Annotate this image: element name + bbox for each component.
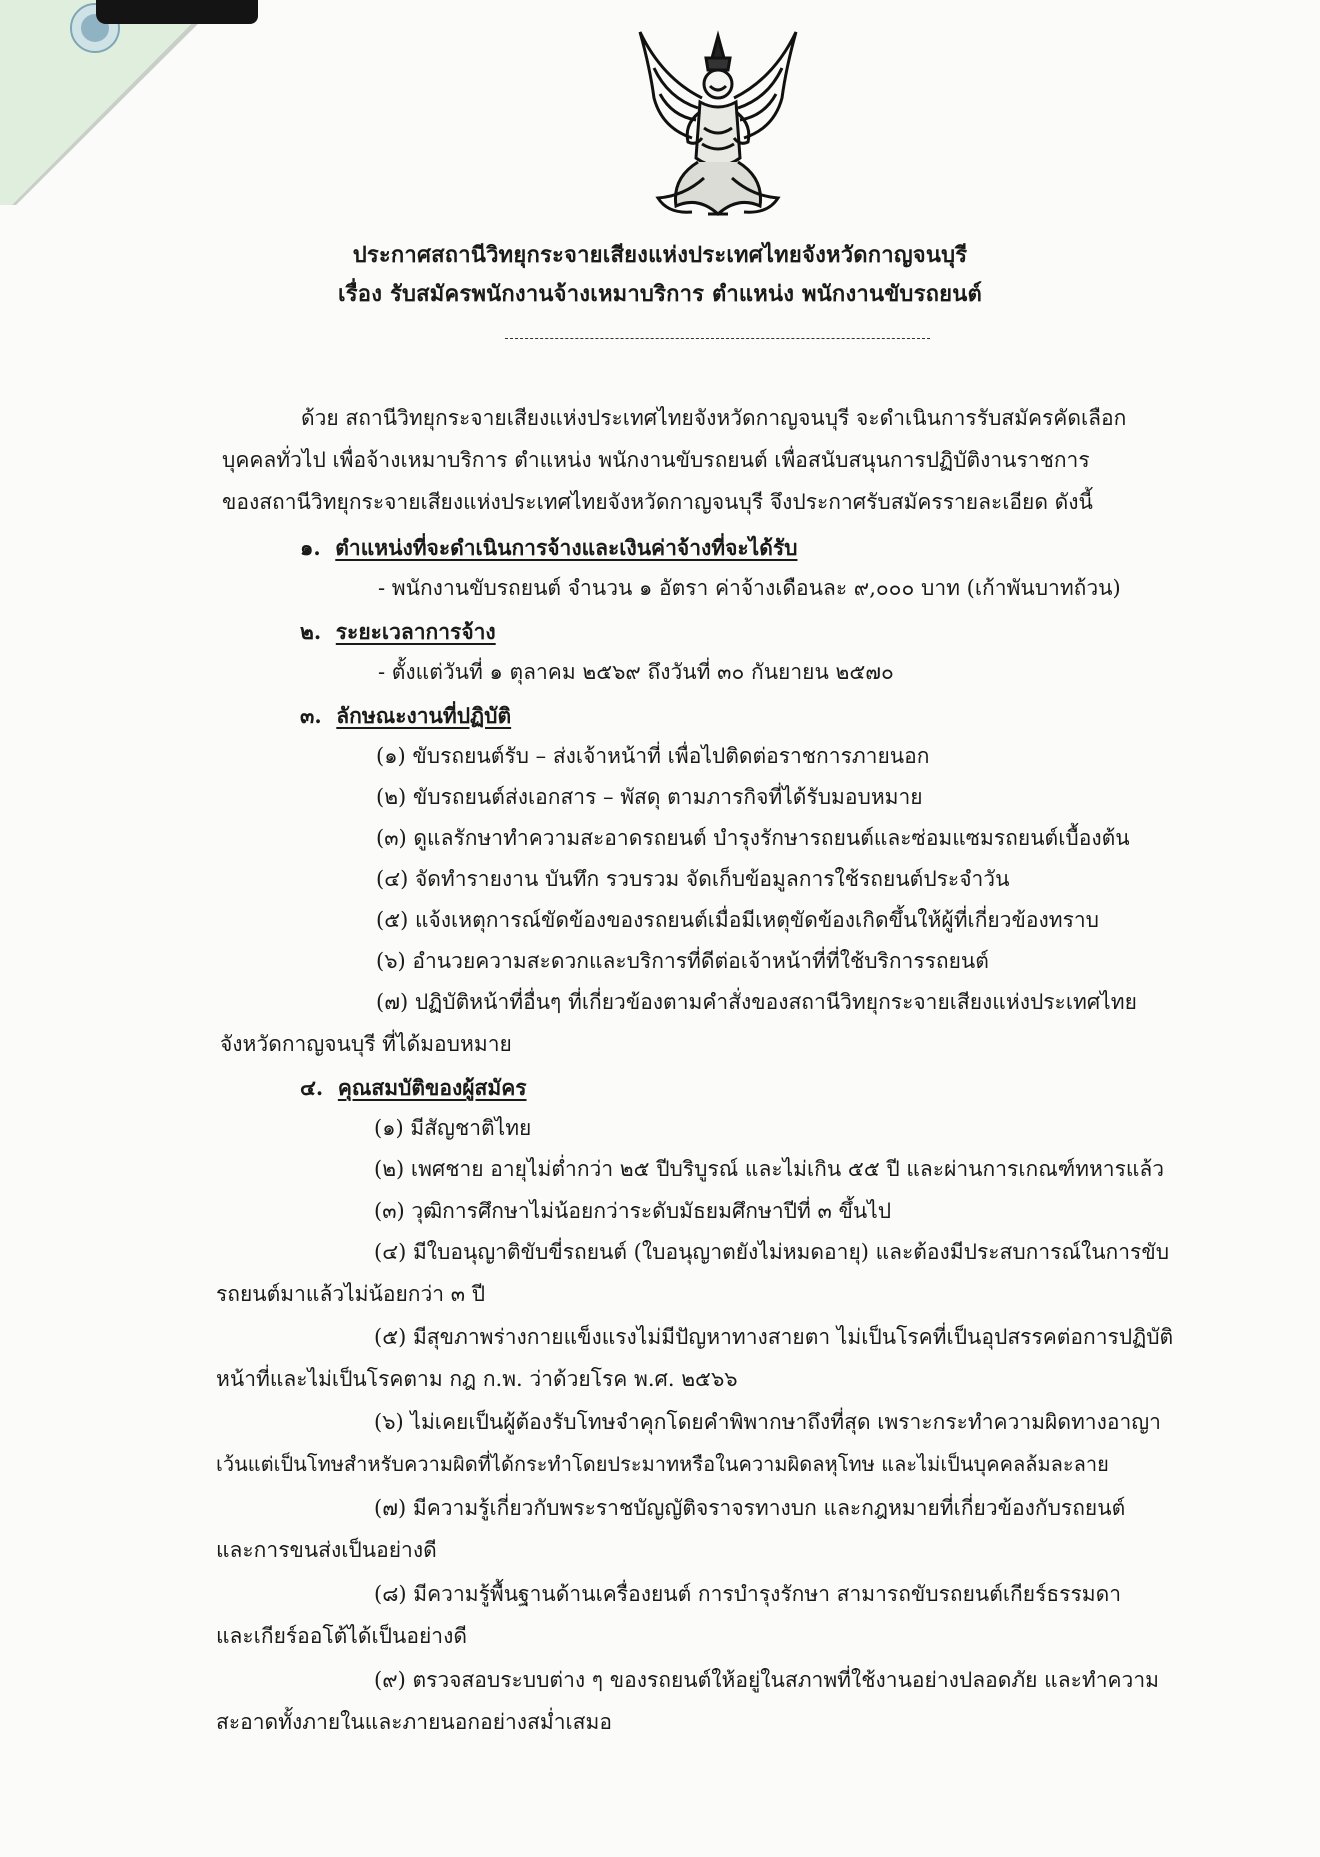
section-title: คุณสมบัติของผู้สมัคร [337,1075,527,1100]
list-item-continuation: เว้นแต่เป็นโทษสำหรับความผิดที่ได้กระทำโดยประมาทหรือในความผิดลหุโทษ และไม่เป็นบุคคลล้มละลาย [216,1452,1109,1476]
section-title: ลักษณะงานที่ปฏิบัติ [336,703,512,728]
section-heading [300,1074,527,1102]
list-item-continuation: จังหวัดกาญจนบุรี ที่ได้มอบหมาย [220,1032,512,1056]
section-item: - ตั้งแต่วันที่ ๑ ตุลาคม ๒๕๖๙ ถึงวันที่ ๓๐ กันยายน ๒๕๗๐ [378,660,894,684]
list-item: (๓) วุฒิการศึกษาไม่น้อยกว่าระดับมัธยมศึกษาปีที่ ๓ ขึ้นไป [374,1199,892,1223]
list-item: (๒) เพศชาย อายุไม่ต่ำกว่า ๒๕ ปีบริบูรณ์ และไม่เกิน ๕๕ ปี และผ่านการเกณฑ์ทหารแล้ว [374,1157,1165,1181]
list-item-continuation: และเกียร์ออโต้ได้เป็นอย่างดี [216,1624,467,1648]
section-number: ๑. [300,535,321,560]
list-item: (๕) มีสุขภาพร่างกายแข็งแรงไม่มีปัญหาทางสายตา ไม่เป็นโรคที่เป็นอุปสรรคต่อการปฏิบัติ [374,1325,1174,1349]
section-title: ระยะเวลาการจ้าง [335,619,496,644]
section-heading [300,702,511,730]
section-heading [300,618,496,646]
list-item: (๗) มีความรู้เกี่ยวกับพระราชบัญญัติจราจรทางบก และกฎหมายที่เกี่ยวข้องกับรถยนต์ [374,1496,1126,1520]
section-title: ตำแหน่งที่จะดำเนินการจ้างและเงินค่าจ้างที่จะได้รับ [335,535,798,560]
document-title: ประกาศสถานีวิทยุกระจายเสียงแห่งประเทศไทยจังหวัดกาญจนบุรี [352,242,968,268]
list-item: (๖) อำนวยความสะดวกและบริการที่ดีต่อเจ้าหน้าที่ที่ใช้บริการรถยนต์ [376,949,989,973]
document-subject: เรื่อง รับสมัครพนักงานจ้างเหมาบริการ ตำแหน่ง พนักงานขับรถยนต์ [338,281,982,307]
section-item: - พนักงานขับรถยนต์ จำนวน ๑ อัตรา ค่าจ้างเดือนละ ๙,๐๐๐ บาท (เก้าพันบาทถ้วน) [378,576,1121,600]
list-item: (๙) ตรวจสอบระบบต่าง ๆ ของรถยนต์ให้อยู่ในสภาพที่ใช้งานอย่างปลอดภัย และทำความ [374,1668,1159,1692]
list-item: (๕) แจ้งเหตุการณ์ขัดข้องของรถยนต์เมื่อมีเหตุขัดข้องเกิดขึ้นให้ผู้ที่เกี่ยวข้องทราบ [376,908,1099,932]
list-item: (๘) มีความรู้พื้นฐานด้านเครื่องยนต์ การบำรุงรักษา สามารถขับรถยนต์เกียร์ธรรมดา [374,1582,1122,1606]
intro-line: ด้วย สถานีวิทยุกระจายเสียงแห่งประเทศไทยจังหวัดกาญจนบุรี จะดำเนินการรับสมัครคัดเลือก [301,406,1127,430]
list-item: (๔) จัดทำรายงาน บันทึก รวบรวม จัดเก็บข้อมูลการใช้รถยนต์ประจำวัน [376,867,1010,891]
list-item-continuation: สะอาดทั้งภายในและภายนอกอย่างสม่ำเสมอ [216,1710,612,1734]
list-item: (๖) ไม่เคยเป็นผู้ต้องรับโทษจำคุกโดยคำพิพากษาถึงที่สุด เพราะกระทำความผิดทางอาญา [374,1410,1161,1434]
section-heading [300,534,797,562]
list-item: (๗) ปฏิบัติหน้าที่อื่นๆ ที่เกี่ยวข้องตามคำสั่งของสถานีวิทยุกระจายเสียงแห่งประเทศไทย [376,990,1137,1014]
list-item: (๔) มีใบอนุญาติขับขี่รถยนต์ (ใบอนุญาตยังไม่หมดอายุ) และต้องมีประสบการณ์ในการขับ [374,1240,1170,1264]
intro-line: บุคคลทั่วไป เพื่อจ้างเหมาบริการ ตำแหน่ง พนักงานขับรถยนต์ เพื่อสนับสนุนการปฏิบัติงานราชการ [222,448,1090,472]
intro-line: ของสถานีวิทยุกระจายเสียงแห่งประเทศไทยจังหวัดกาญจนบุรี จึงประกาศรับสมัครรายละเอียด ดังนี้ [222,490,1093,514]
title-divider [505,338,930,339]
list-item-continuation: รถยนต์มาแล้วไม่น้อยกว่า ๓ ปี [216,1282,486,1306]
list-item: (๓) ดูแลรักษาทำความสะอาดรถยนต์ บำรุงรักษารถยนต์และซ่อมแซมรถยนต์เบื้องต้น [376,826,1130,850]
list-item: (๑) ขับรถยนต์รับ – ส่งเจ้าหน้าที่ เพื่อไปติดต่อราชการภายนอก [376,744,930,768]
list-item-continuation: และการขนส่งเป็นอย่างดี [216,1538,437,1562]
list-item: (๑) มีสัญชาติไทย [374,1116,532,1140]
list-item-continuation: หน้าที่และไม่เป็นโรคตาม กฎ ก.พ. ว่าด้วยโรค พ.ศ. ๒๕๖๖ [216,1367,738,1391]
list-item: (๒) ขับรถยนต์ส่งเอกสาร – พัสดุ ตามภารกิจที่ได้รับมอบหมาย [376,785,923,809]
section-number: ๓. [300,703,322,728]
section-number: ๔. [300,1075,324,1100]
section-number: ๒. [300,619,322,644]
